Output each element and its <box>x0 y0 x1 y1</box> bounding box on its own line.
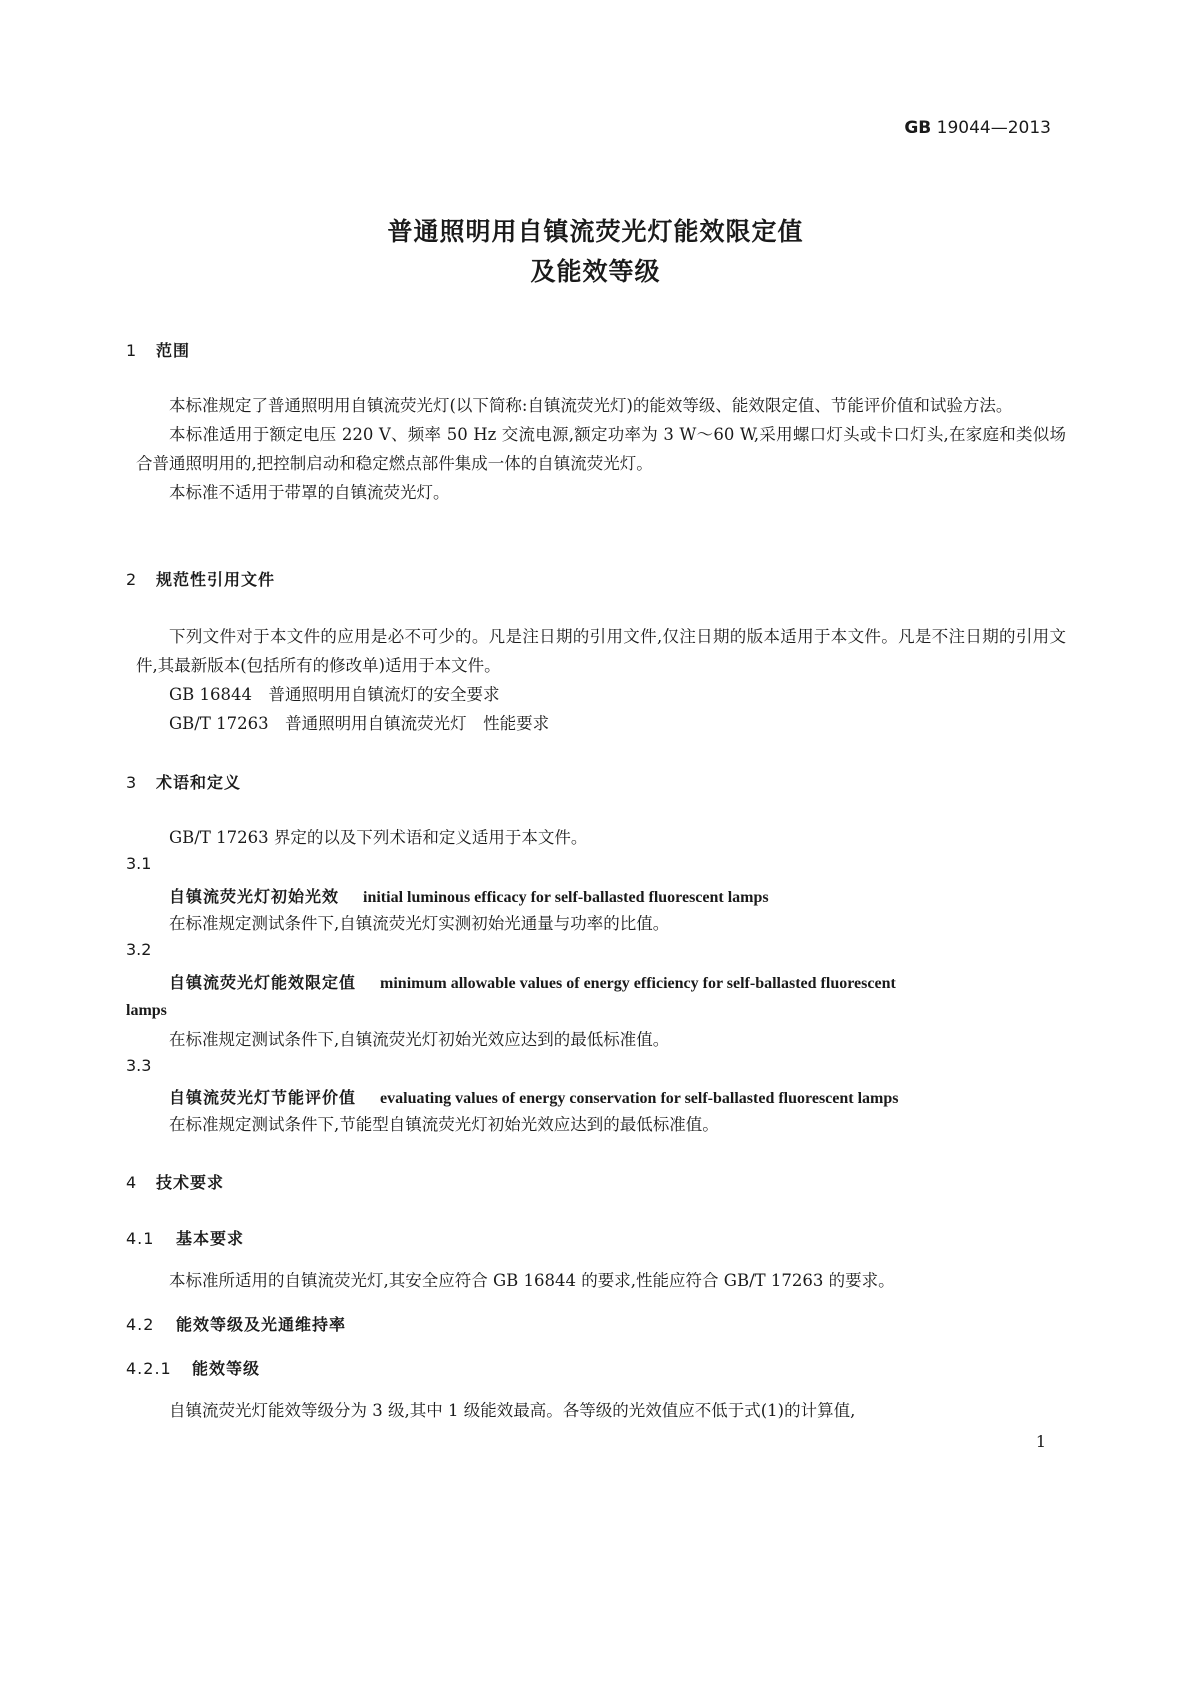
term-english: initial luminous efficacy for self-ballasted fluorescent lamps <box>363 889 769 906</box>
term-definition: 在标准规定测试条件下,自镇流荧光灯初始光效应达到的最低标准值。 <box>169 1030 670 1049</box>
subsection-number: 4.2 <box>126 1315 155 1334</box>
section-title: 术语和定义 <box>156 773 242 792</box>
term-number: 3.2 <box>126 940 152 959</box>
standard-code <box>904 118 1051 138</box>
section-1-heading <box>126 338 190 361</box>
subsection-title: 能效等级 <box>192 1359 261 1378</box>
subsection-number: 4.2.1 <box>126 1359 172 1378</box>
term-chinese: 自镇流荧光灯能效限定值 <box>169 973 357 992</box>
paragraph: 本标准适用于额定电压 220 V、频率 50 Hz 交流电源,额定功率为 3 W～60 W,采用螺口灯头或卡口灯头,在家庭和类似场合普通照明用的,把控制启动和稳定燃点部件集成一体的自镇流荧光灯。 <box>136 425 1066 473</box>
term-entry <box>169 970 896 993</box>
paragraph: 自镇流荧光灯能效等级分为 3 级,其中 1 级能效最高。各等级的光效值应不低于式(1)的计算值, <box>169 1401 856 1420</box>
section-title: 技术要求 <box>156 1173 225 1192</box>
term-number: 3.1 <box>126 854 152 873</box>
section-title: 规范性引用文件 <box>156 570 276 589</box>
paragraph: 本标准所适用的自镇流荧光灯,其安全应符合 GB 16844 的要求,性能应符合 GB/T 17263 的要求。 <box>169 1271 895 1290</box>
section-title: 范围 <box>156 341 191 360</box>
page-number: 1 <box>1035 1432 1046 1451</box>
section-number: 2 <box>126 570 138 589</box>
section-2-heading <box>126 567 275 590</box>
term-chinese: 自镇流荧光灯节能评价值 <box>169 1088 357 1107</box>
term-english: minimum allowable values of energy efficiency for self-ballasted fluorescent <box>380 975 896 992</box>
term-entry <box>169 884 769 907</box>
subsection-title: 基本要求 <box>176 1229 245 1248</box>
standard-number: 19044—2013 <box>936 118 1051 138</box>
section-number: 3 <box>126 773 138 792</box>
section-number: 4 <box>126 1173 138 1192</box>
reference-item: GB 16844 普通照明用自镇流灯的安全要求 <box>169 685 500 704</box>
term-entry <box>169 1085 899 1108</box>
document-title-line1: 普通照明用自镇流荧光灯能效限定值 <box>387 217 804 246</box>
section-4-heading <box>126 1170 224 1193</box>
section-3-heading <box>126 770 241 793</box>
paragraph: 本标准不适用于带罩的自镇流荧光灯。 <box>169 483 450 502</box>
section-3-intro: GB/T 17263 界定的以及下列术语和定义适用于本文件。 <box>169 828 588 847</box>
reference-item: GB/T 17263 普通照明用自镇流荧光灯 性能要求 <box>169 714 550 733</box>
section-4-1-heading <box>126 1226 244 1249</box>
section-1-body <box>136 391 1066 507</box>
document-title-line2: 及能效等级 <box>530 257 661 286</box>
section-4-2-heading <box>126 1312 346 1335</box>
subsection-number: 4.1 <box>126 1229 155 1248</box>
paragraph: 下列文件对于本文件的应用是必不可少的。凡是注日期的引用文件,仅注日期的版本适用于本文件。凡是不注日期的引用文件,其最新版本(包括所有的修改单)适用于本文件。 <box>136 627 1066 675</box>
paragraph: 本标准规定了普通照明用自镇流荧光灯(以下简称:自镇流荧光灯)的能效等级、能效限定值、节能评价值和试验方法。 <box>169 396 1013 415</box>
term-definition: 在标准规定测试条件下,自镇流荧光灯实测初始光通量与功率的比值。 <box>169 914 670 933</box>
standard-prefix: GB <box>904 118 932 138</box>
term-english: evaluating values of energy conservation for self-ballasted fluorescent lamps <box>380 1090 899 1107</box>
term-english-continued <box>126 1000 167 1020</box>
term-chinese: 自镇流荧光灯初始光效 <box>169 887 340 906</box>
term-number: 3.3 <box>126 1056 152 1075</box>
section-number: 1 <box>126 341 138 360</box>
term-english-wrap: lamps <box>126 1002 167 1019</box>
section-4-2-1-heading <box>126 1356 260 1379</box>
subsection-title: 能效等级及光通维持率 <box>176 1315 347 1334</box>
term-definition: 在标准规定测试条件下,节能型自镇流荧光灯初始光效应达到的最低标准值。 <box>169 1115 719 1134</box>
section-2-body <box>136 622 1066 738</box>
